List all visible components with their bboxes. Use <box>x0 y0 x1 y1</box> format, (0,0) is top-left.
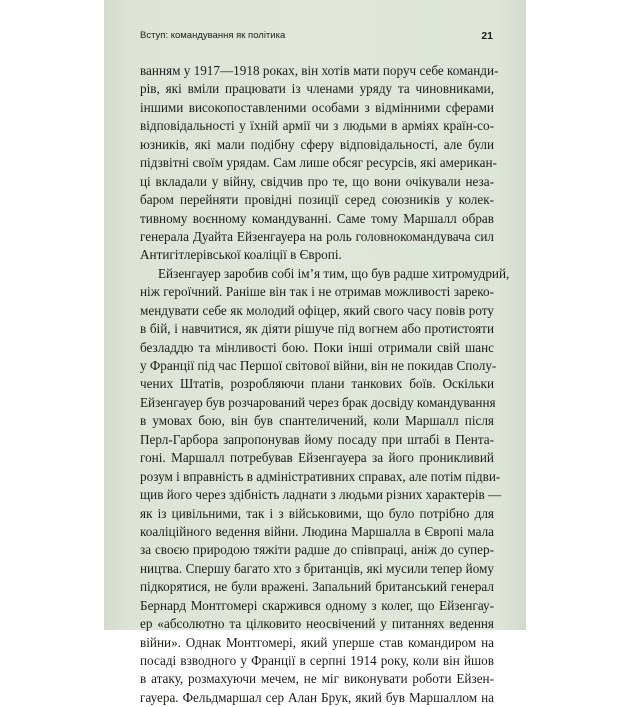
text-line: війни». Однак Монтгомері, який уперше став командиром на <box>140 634 494 650</box>
text-line: безладдю та мінливості бою. Поки інші отримали свій шанс <box>140 339 494 355</box>
text-line: рів, які вміли працювати із членами уряду та чиновниками, <box>140 81 494 97</box>
page-number: 21 <box>481 30 493 42</box>
text-line: юзників, які мали подібну сферу відповідальності, але були <box>140 136 494 152</box>
text-line: Перл-Гарбора запропонував йому посаду при штабі в Пента- <box>140 431 494 447</box>
body-text <box>140 62 510 707</box>
chapter-title: Вступ: командування як політика <box>140 30 286 41</box>
text-line: розум і вправність в адміністративних справах, але потім підви- <box>140 468 501 484</box>
text-line: в бій, і навчитися, як діяти рішуче під вогнем або протистояти <box>140 321 494 337</box>
text-line: ер «абсолютно та цілковито неосвічений у питаннях ведення <box>140 616 494 632</box>
text-line: гоні. Маршалл потребував Ейзенгауера за його проникливий <box>140 450 494 466</box>
text-line: гауера. Фельдмаршал сер Алан Брук, який був Маршаллом на <box>140 689 494 705</box>
text-line: мендувати себе як молодий офіцер, який свого часу повів роту <box>140 302 494 318</box>
text-line: щив його через здібність ладнати з людьми різних характерів — <box>140 487 502 503</box>
text-line: баром перейняти провідні позиції серед союзників у колек- <box>140 192 494 208</box>
text-line: посаді взводного у Франції в серпні 1914 року, коли він йшов <box>140 653 494 668</box>
book-page <box>104 0 526 705</box>
text-line: у Франції під час Першої світової війни, він не покидав Сполу- <box>140 358 497 373</box>
text-line: як із цивільними, так і з військовими, що було потрібно для <box>140 505 494 521</box>
text-line: іншими високопоставленими особами з відмінними сферами <box>140 99 494 115</box>
text-line: ванням у 1917—1918 роках, він хотів мати поруч себе команди- <box>140 63 499 78</box>
text-line: Ейзенгауер був розчарований через брак досвіду командування <box>140 394 496 410</box>
text-line: ніж героїчний. Раніше він так і не отримав можливості зареко- <box>140 284 494 300</box>
text-line: Бернард Монтгомері скаржився одному з колег, що Ейзенгау- <box>140 597 494 613</box>
text-line: Ейзенгауер заробив собі ім’я тим, що був радше хитромудрий, <box>158 265 510 281</box>
text-line: генерала Дуайта Ейзенгауера на роль головнокомандувача сил <box>140 228 494 244</box>
text-line: в умовах бою, він був спантеличений, коли Маршалл після <box>140 413 494 429</box>
text-line: підкорятися, не були вражені. Запальний британський генерал <box>140 579 494 595</box>
text-line: ництва. Спершу багато хто з британців, які мусили тепер йому <box>140 560 494 576</box>
text-line: ці вкладали у війну, свідчив про те, що вони очікували неза- <box>140 173 494 189</box>
text-line: підзвітні своїм урядам. Сам лише обсяг ресурсів, які американ- <box>140 155 497 171</box>
text-line: відповідальності у їхній армії чи з людьми в арміях країн-со- <box>140 118 494 134</box>
text-line: чених Штатів, розробляючи плани танкових боїв. Оскільки <box>140 376 494 392</box>
text-line: Антигітлерівської коаліції в Європі. <box>140 247 342 263</box>
text-line: коаліційного ведення війни. Людина Маршалла в Європі мала <box>140 523 494 539</box>
text-line: тивному воєнному командуванні. Саме тому Маршалл обрав <box>140 210 494 226</box>
running-head <box>140 30 493 44</box>
text-line: за своєю природою тяжіти радше до співпраці, аніж до супер- <box>140 542 494 558</box>
text-line: в атаку, розмахуючи мечем, не міг виконувати роботи Ейзен- <box>140 671 494 687</box>
